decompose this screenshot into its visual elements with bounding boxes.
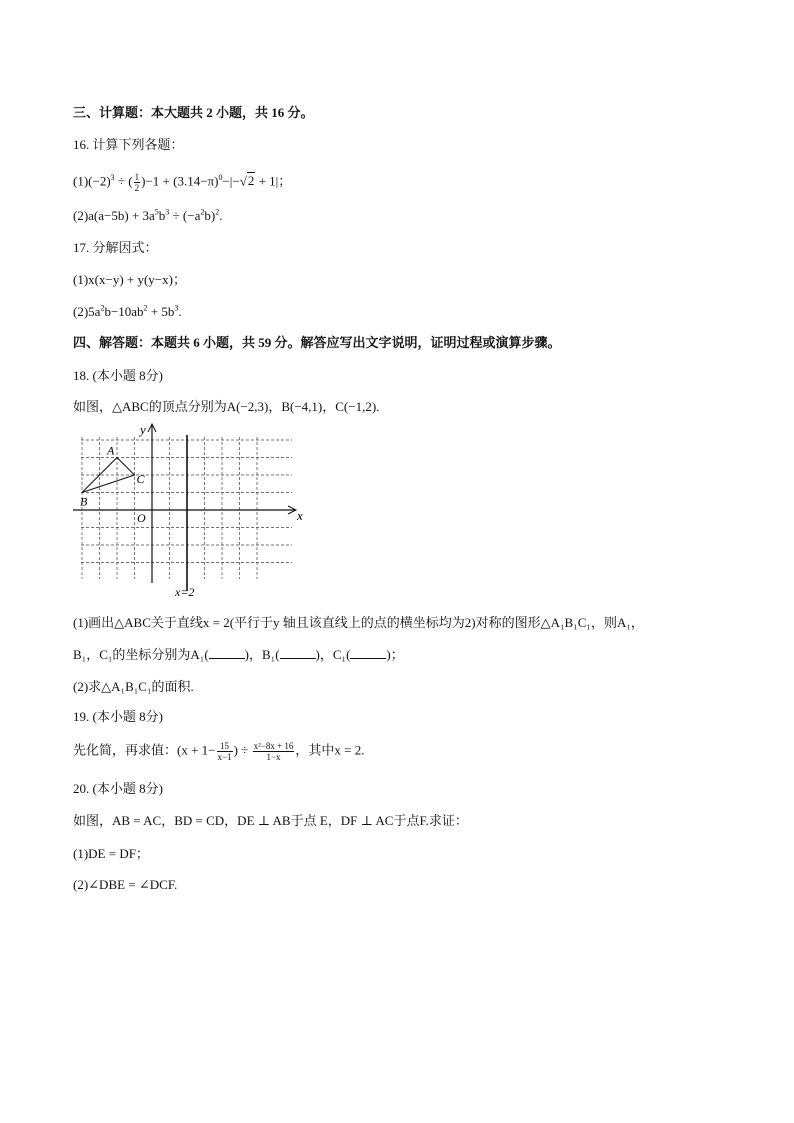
exp: 3: [165, 207, 170, 217]
x-axis-label: x: [297, 508, 303, 523]
section-4-title: 四、解答题：本题共 6 小题，共 59 分。解答应写出文字说明，证明过程或演算步骤。: [73, 335, 561, 350]
q18-stem: 18. (本小题 8分): [73, 368, 163, 383]
q18-p1-b: )，B₁(: [244, 647, 280, 662]
q16-p1-exp: 3: [110, 173, 115, 183]
q16-p1-mid: + (3.14−π): [159, 173, 219, 189]
origin-label: O: [137, 511, 146, 525]
sqrt-radicand: 2: [247, 173, 255, 189]
frac-numerator: 15: [217, 741, 233, 752]
q16-p1-end: + 1|；: [255, 173, 292, 189]
answer-blank-c1[interactable]: [350, 648, 386, 659]
q16-p2-b: b: [158, 208, 166, 223]
q17-p2-c: + 5b: [147, 304, 175, 319]
exp: 2: [100, 303, 105, 313]
q19-stem: 19. (本小题 8分): [73, 709, 163, 724]
q19-frac-2: [253, 741, 295, 762]
exp: 2: [200, 207, 205, 217]
q17-part1: (1)x(x−y) + y(y−x)；: [73, 272, 186, 287]
q16-p1-frac: [134, 172, 141, 193]
q20-intro: 如图，AB = AC，BD = CD，DE ⊥ AB于点 E，DF ⊥ AC于点F.求证：: [73, 813, 468, 828]
section-3-title: 三、计算题：本大题共 2 小题，共 16 分。: [73, 105, 314, 120]
point-b-label: B: [80, 494, 88, 509]
q17-p2-end: .: [178, 304, 182, 319]
point-a-label: A: [107, 443, 115, 458]
frac-denominator: 1−x: [266, 752, 281, 762]
q16-p2-end: .: [219, 208, 223, 223]
q16-part1: [73, 172, 291, 193]
q19-frac-1: [217, 741, 233, 762]
q17-part2: [73, 304, 182, 320]
point-c-label: C: [136, 472, 145, 486]
answer-blank-a1[interactable]: [209, 648, 245, 659]
q16-p1-prefix: (1)(−2): [73, 173, 111, 189]
q18-part1-line2: [73, 647, 404, 663]
coordinate-grid-figure: [73, 423, 313, 603]
frac-numerator: x²−8x + 16: [253, 741, 294, 751]
symmetry-line-label: x=2: [175, 585, 195, 599]
q16-part2: [73, 208, 222, 224]
q18-intro: 如图，△ABC的顶点分别为A(−2,3)，B(−4,1)，C(−1,2).: [73, 399, 380, 414]
exp: 2: [215, 207, 220, 217]
q19-text-a: 先化简，再求值：: [73, 742, 178, 758]
q20-part1: (1)DE = DF；: [73, 846, 149, 861]
q20-part2: (2)∠DBE = ∠DCF.: [73, 877, 178, 892]
q16-p2-c: ÷ (−a: [169, 208, 201, 223]
sqrt-symbol: √: [239, 173, 247, 189]
q17-p2-b: b−10ab: [104, 304, 144, 319]
q19-text: [73, 741, 365, 762]
q16-p1-neg-exp: )−1: [141, 173, 160, 189]
q18-p1-c: )，C₁(: [315, 647, 351, 662]
q19-text-b: ，其中x = 2.: [295, 742, 365, 758]
q16-p1-exp0: 0: [218, 173, 223, 183]
q18-p1-a: B₁，C₁的坐标分别为A₁(: [73, 647, 209, 662]
q19-expr-open: (x + 1−: [177, 742, 216, 758]
answer-blank-b1[interactable]: [280, 648, 316, 659]
q18-p1-d: )；: [386, 647, 404, 662]
q16-p1-div: ÷ (: [114, 173, 133, 189]
q16-p2-d: b): [204, 208, 216, 223]
q16-p2-a: (2)a(a−5b) + 3a: [73, 208, 155, 223]
exp: 3: [174, 303, 179, 313]
q19-expr-mid: ) ÷: [233, 742, 252, 758]
frac-denominator: 2: [134, 183, 140, 193]
q17-stem: 17. 分解因式：: [73, 240, 158, 255]
exp: 2: [143, 303, 148, 313]
q18-part2: (2)求△A₁B₁C₁的面积.: [73, 679, 194, 694]
q18-part1-line1: (1)画出△ABC关于直线x = 2(平行于y 轴且该直线上的点的横坐标均为2)对称的图形△A₁B₁C₁，则A₁，: [73, 615, 644, 630]
frac-denominator: x−1: [217, 752, 232, 762]
y-axis-label: y: [140, 423, 146, 437]
q16-stem: 16. 计算下列各题：: [73, 137, 184, 152]
q17-p2-a: (2)5a: [73, 304, 101, 319]
q16-p1-abs: −|−: [222, 173, 240, 189]
q20-stem: 20. (本小题 8分): [73, 781, 163, 796]
exp: 5: [154, 207, 159, 217]
frac-numerator: 1: [134, 172, 140, 182]
